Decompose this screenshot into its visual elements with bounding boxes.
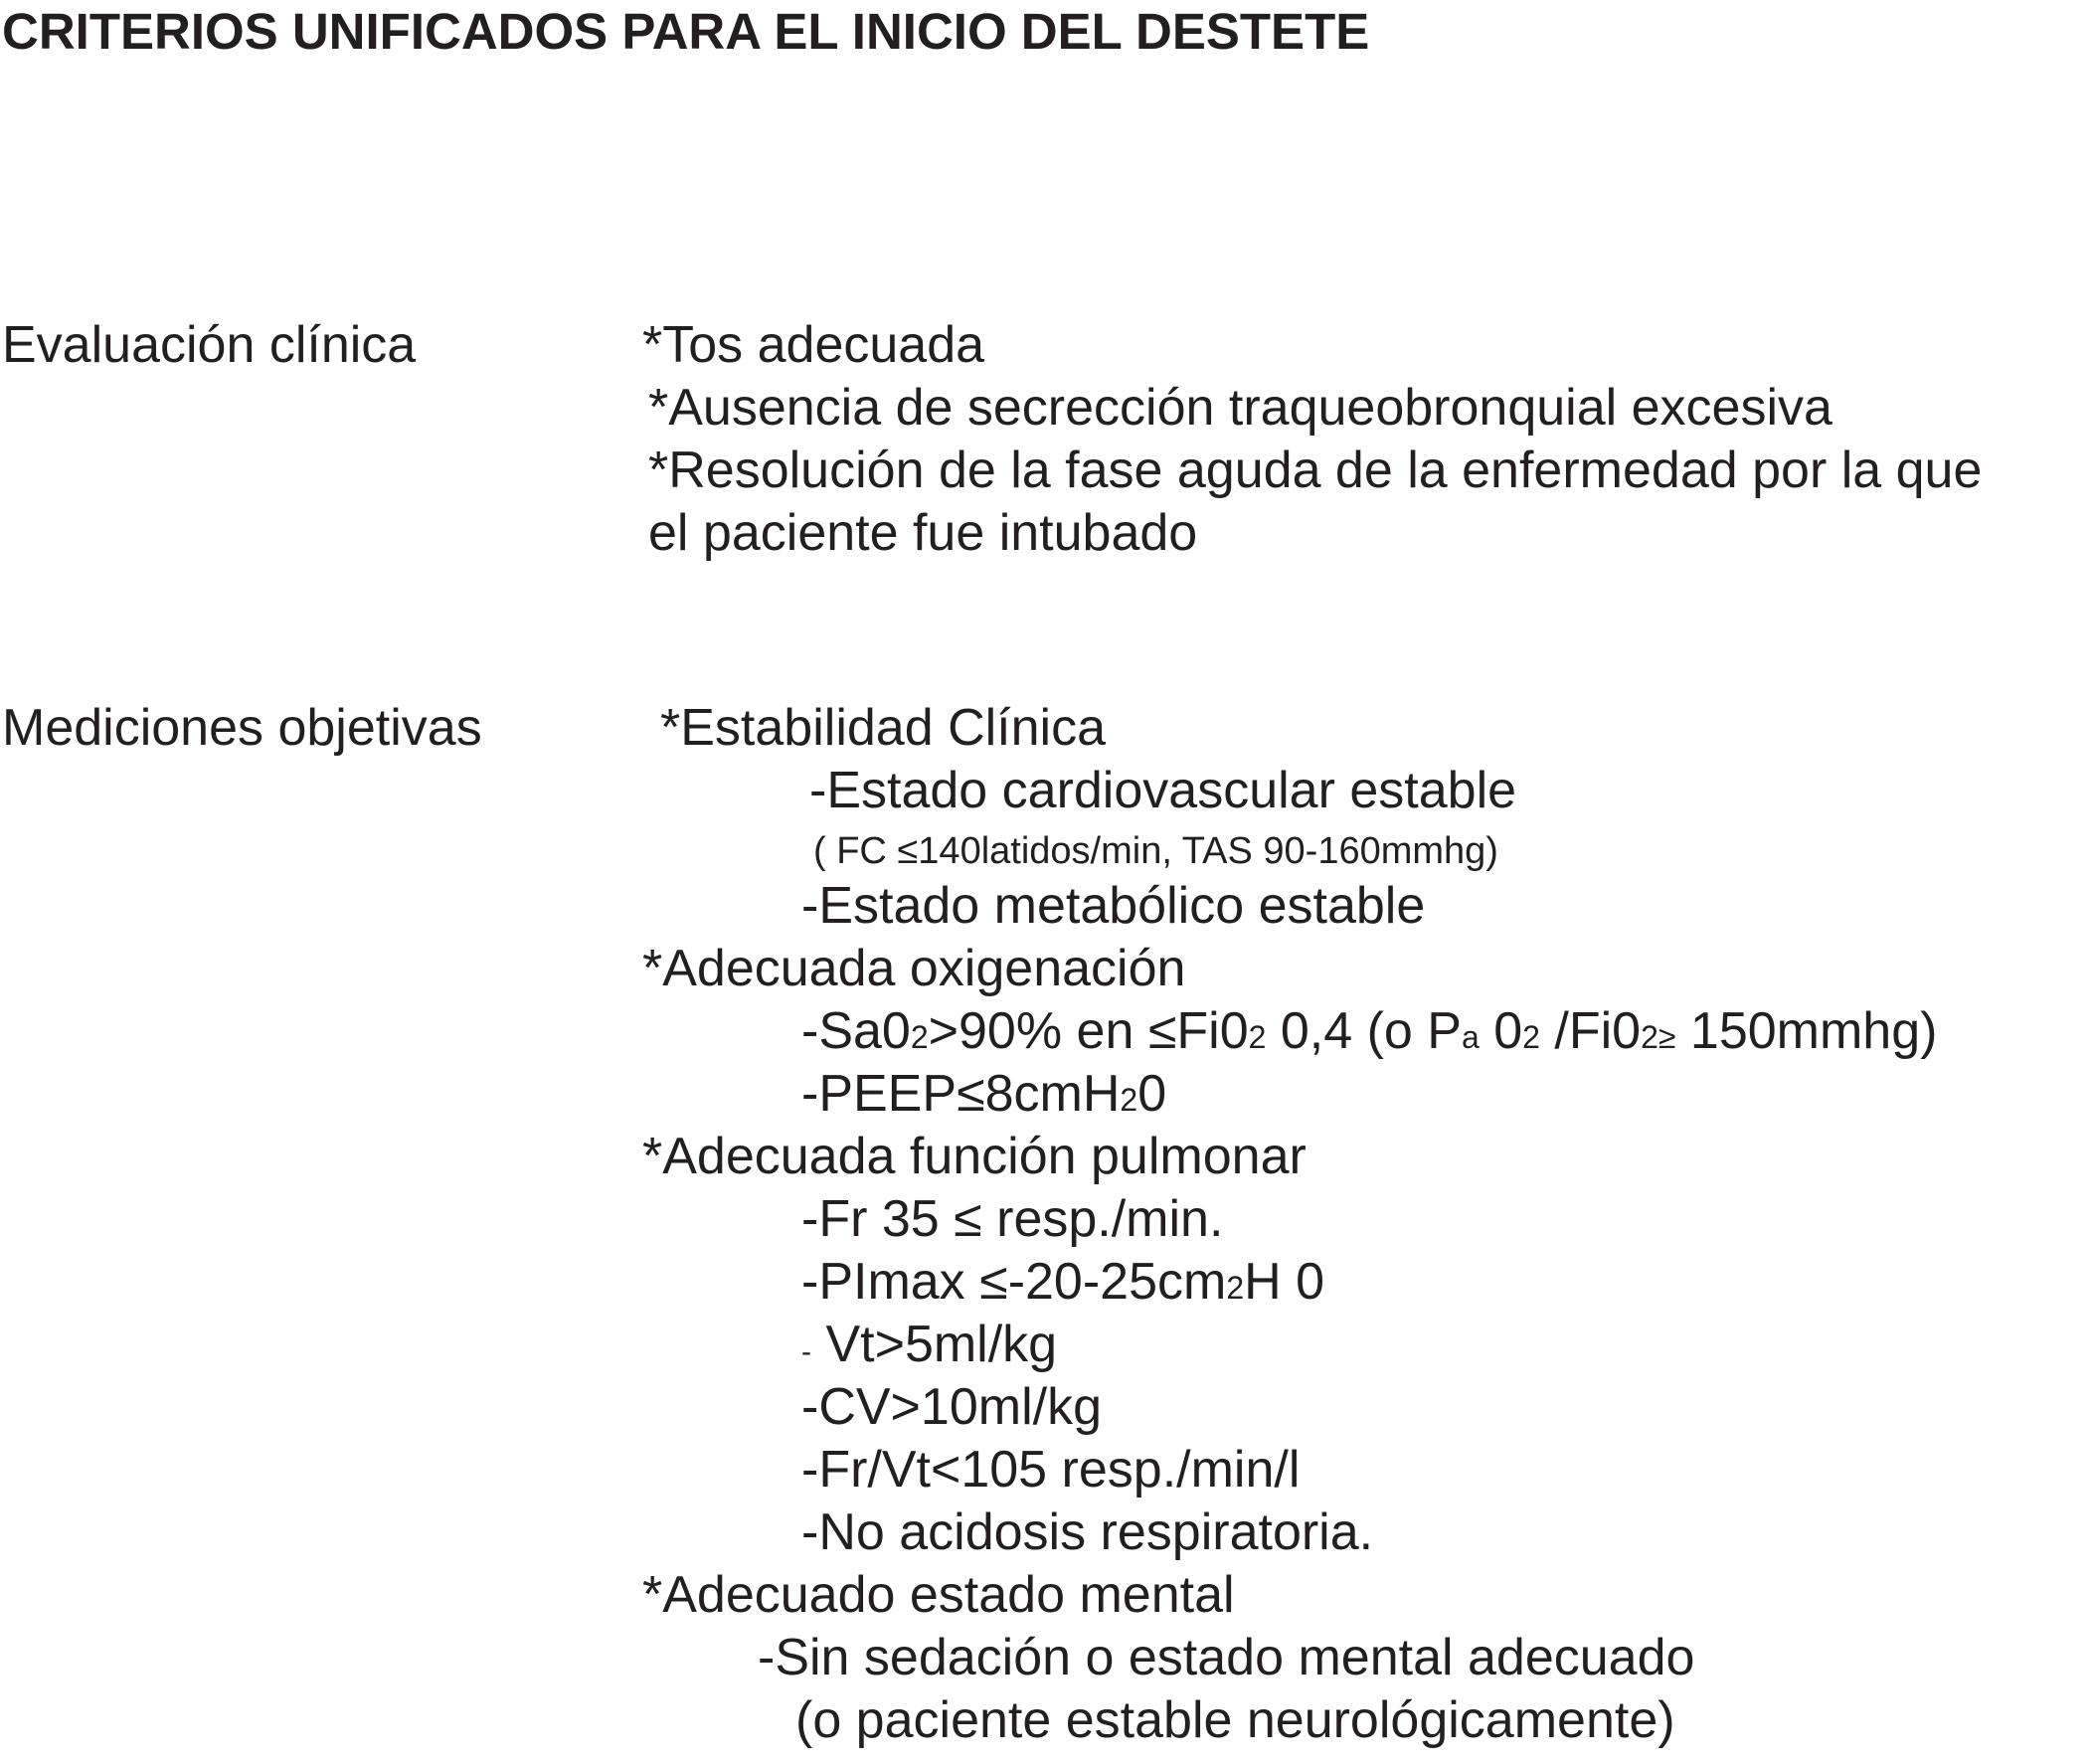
ratio-fio2: /Fi0 xyxy=(1539,1002,1642,1060)
peep-unit-end: 0 xyxy=(1137,1065,1167,1123)
sao2-value: >90% en xyxy=(928,1002,1148,1060)
fio2-label: Fi0 xyxy=(1176,1002,1249,1060)
cardio-stable: -Estado cardiovascular estable xyxy=(809,762,1517,819)
cardio-detail xyxy=(813,821,1498,881)
vt-criterion xyxy=(801,1315,1057,1382)
peep-value: 8cmH xyxy=(984,1065,1121,1123)
criterion-secretion: *Ausencia de secrección traqueobronquial excesiva xyxy=(648,379,1832,437)
leq-symbol: ≤ xyxy=(1147,1002,1177,1060)
subscript-2: 2 xyxy=(1120,1082,1138,1118)
criterion-resolution: *Resolución de la fase aguda de la enfermedad por la que xyxy=(648,441,1983,499)
geq-symbol: ≥ xyxy=(1657,1019,1676,1055)
metabolic-stable: -Estado metabólico estable xyxy=(801,877,1426,935)
acidosis-criterion: -No acidosis respiratoria. xyxy=(801,1503,1374,1561)
subscript-2: 2 xyxy=(1641,1019,1658,1055)
pimax-value: -20-25cm xyxy=(1007,1253,1227,1311)
peep-criterion xyxy=(801,1064,1166,1130)
pao2-label: 0 xyxy=(1479,1002,1523,1060)
pimax-criterion xyxy=(801,1252,1324,1318)
subscript-2: 2 xyxy=(1226,1270,1245,1306)
document-title: CRITERIOS UNIFICADOS PARA EL INICIO DEL DESTETE xyxy=(2,3,1370,60)
section-label-clinical: Evaluación clínica xyxy=(2,316,417,374)
subscript-2: 2 xyxy=(1248,1019,1267,1055)
oxygenation-header: *Adecuada oxigenación xyxy=(642,940,1186,997)
cardio-detail-open: ( FC xyxy=(813,830,898,872)
cv-criterion: -CV>10ml/kg xyxy=(801,1378,1102,1436)
leq-symbol: ≤ xyxy=(979,1253,1008,1311)
fr-criterion xyxy=(801,1189,1223,1249)
criterion-cough: *Tos adecuada xyxy=(642,316,985,374)
fio2-value: 0,4 (o P xyxy=(1266,1002,1462,1060)
leq-symbol: ≤ xyxy=(957,1065,985,1123)
stability-header: *Estabilidad Clínica xyxy=(660,699,1107,757)
leq-symbol: ≤ xyxy=(897,830,919,872)
subscript-a: a xyxy=(1461,1019,1480,1055)
subscript-2: 2 xyxy=(910,1019,929,1055)
fr-unit: resp./min. xyxy=(981,1190,1224,1248)
sao2-label: -Sa0 xyxy=(801,1002,911,1060)
sao2-criterion xyxy=(801,1001,1937,1067)
neuro-criterion: (o paciente estable neurológicamente) xyxy=(795,1691,1675,1749)
ratio-value: 150mmhg) xyxy=(1675,1002,1938,1060)
pulmonary-header: *Adecuada función pulmonar xyxy=(642,1128,1307,1185)
leq-symbol: ≤ xyxy=(954,1190,982,1248)
pimax-label: -PImax xyxy=(801,1253,980,1311)
frvt-criterion: -Fr/Vt<105 resp./min/l xyxy=(801,1441,1301,1499)
fr-label: -Fr 35 xyxy=(801,1190,955,1248)
subscript-2: 2 xyxy=(1522,1019,1540,1055)
vt-dash: - xyxy=(801,1335,811,1368)
vt-value: Vt>5ml/kg xyxy=(811,1316,1058,1373)
pimax-unit: H 0 xyxy=(1244,1253,1325,1311)
cardio-detail-values: 140latidos/min, TAS 90-160mmhg) xyxy=(918,830,1498,872)
sedation-criterion: -Sin sedación o estado mental adecuado xyxy=(758,1629,1695,1686)
mental-header: *Adecuado estado mental xyxy=(642,1566,1235,1624)
criterion-resolution-cont: el paciente fue intubado xyxy=(648,504,1198,562)
peep-label: -PEEP xyxy=(801,1065,958,1123)
section-label-objective: Mediciones objetivas xyxy=(2,699,482,757)
